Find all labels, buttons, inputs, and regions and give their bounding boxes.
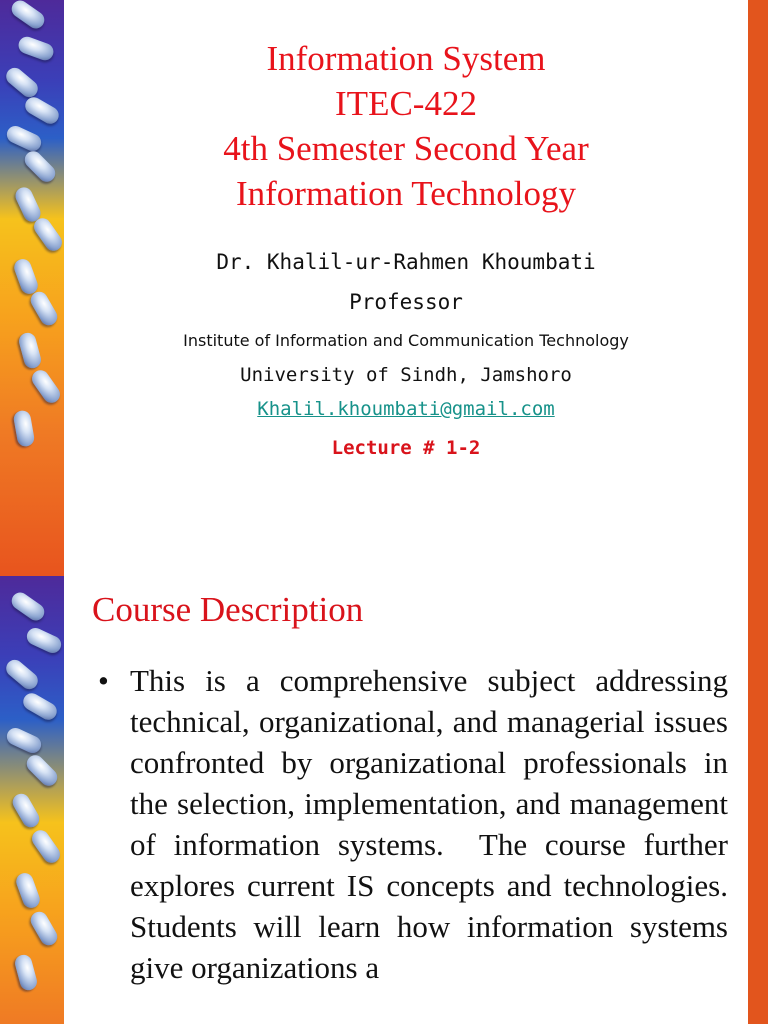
decorative-capsule-strip <box>0 576 64 1024</box>
capsule-graphic <box>22 94 62 127</box>
right-accent-bar <box>748 576 768 1024</box>
lecture-number: Lecture # 1-2 <box>331 437 481 459</box>
institute-name: Institute of Information and Communication Technology <box>183 331 629 350</box>
capsule-graphic <box>28 909 61 949</box>
semester-line: 4th Semester Second Year <box>223 129 589 168</box>
capsule-graphic <box>4 725 44 756</box>
capsule-graphic <box>14 871 42 911</box>
capsule-graphic <box>12 257 40 297</box>
capsule-graphic <box>29 827 64 866</box>
author-position: Professor <box>349 290 463 314</box>
slide-title <box>64 36 748 216</box>
decorative-capsule-strip <box>0 0 64 576</box>
capsule-graphic <box>17 331 43 370</box>
capsule-graphic <box>16 34 56 62</box>
course-description-text: This is a comprehensive subject addressing technical, organizational, and managerial issues confronted by organizational professionals in the selection, implementation, and management of information systems. The course further explores current IS concepts and technologies. Students will learn how information systems give organizations a <box>130 663 736 985</box>
program-line: Information Technology <box>235 174 577 213</box>
capsule-graphic <box>13 953 39 992</box>
capsule-graphic <box>10 791 43 831</box>
capsule-graphic <box>20 690 60 723</box>
email-link[interactable]: Khalil.khoumbati@gmail.com <box>257 398 555 420</box>
capsule-graphic <box>21 148 58 185</box>
capsule-graphic <box>23 752 60 789</box>
bullet-icon: • <box>98 663 109 698</box>
capsule-graphic <box>3 656 42 692</box>
university-name: University of Sindh, Jamshoro <box>240 364 572 386</box>
capsule-graphic <box>13 409 36 447</box>
course-description-slide <box>0 576 768 1024</box>
capsule-graphic <box>29 367 64 406</box>
capsule-graphic <box>4 123 44 154</box>
section-heading: Course Description <box>92 590 364 629</box>
capsule-graphic <box>28 289 61 329</box>
capsule-graphic <box>8 0 47 32</box>
capsule-graphic <box>8 589 47 624</box>
course-title: Information System <box>266 39 546 78</box>
capsule-graphic <box>24 625 64 656</box>
email-line <box>64 398 748 420</box>
author-name: Dr. Khalil-ur-Rahmen Khoumbati <box>216 250 596 274</box>
capsule-graphic <box>3 64 42 100</box>
right-accent-bar <box>748 0 768 576</box>
capsule-graphic <box>31 215 64 254</box>
course-code: ITEC-422 <box>335 84 477 123</box>
